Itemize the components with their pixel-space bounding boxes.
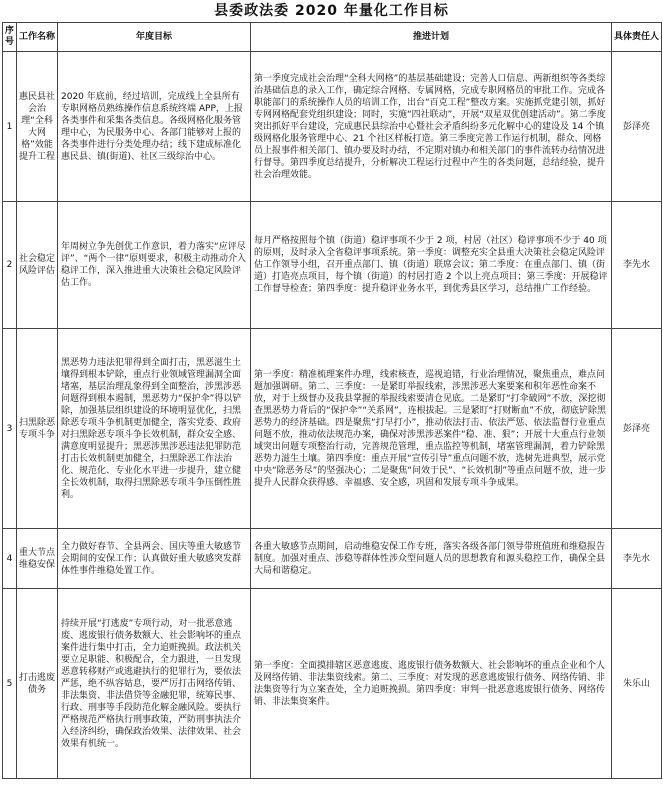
cell-no: 2 — [3, 202, 17, 329]
cell-person: 李先水 — [612, 529, 662, 589]
header-name: 工作名称 — [17, 23, 58, 52]
cell-name: 扫黑除恶专项斗争 — [17, 329, 58, 529]
header-plan: 推进计划 — [251, 23, 612, 52]
cell-name: 打击逃废债务 — [17, 589, 58, 779]
cell-name: 重大节点维稳安保 — [17, 529, 58, 589]
cell-name: 社会稳定风险评估 — [17, 202, 58, 329]
goals-table — [2, 22, 662, 779]
table-header-row — [3, 23, 662, 52]
cell-person: 彭泽亮 — [612, 329, 662, 529]
cell-no: 5 — [3, 589, 17, 779]
cell-plan: 第一季度：精准梳理案件办理，线索核查，巡视追错，行业治理情况，聚焦重点，难点问题加强调研。第二、三季度：一是紧盯举报线索，涉黑涉恶大案要案和积年恶性命案不放，对于上级督办及我县掌握的举报线索要清仓见底。二是紧盯“打伞破网”不放，深挖彻查黑恶势力背后的“保护伞”“关系网”，连根拔起。三是紧盯“打财断血”不放，彻底铲除黑恶势力的经济基础。四是聚焦“打早打小”，推动依法打击、依法严惩、依法监督行业重点问题不放，推动依法规范办案，确保对涉黑涉恶案件“稳、准、狠”；开展十大重点行业领域突出问题专项整治行动，完善规范管理，重点监控等机制，堵塞管理漏洞，着力铲除黑恶势力滋生土壤。第四季度：重点开展“宣传引导”重点问题不放，选树先进典型，展示党中央“除恶务尽”的坚强决心；二是聚焦“问效于民”、“长效机制”等重点问题不放，进一步提升人民群众获得感、幸福感、安全感，巩固和发展专项斗争成果。 — [251, 329, 612, 529]
cell-plan: 第一季度完成社会治理“全科大网格”的基层基础建设；完善人口信息、两新组织等各类综治基础信息的录入工作，确定综合网格、专属网格，完成专职网格员的审批工作。完成各职能部门的系统操作人员的培训工作，出台“百克工程”整改方案。实施抓党建引领，抓好专网网格配套党组织建设；同时，实施“四社联动”，开展“双星双优创建活动”。第二季度突出抓好平台建设，完成惠民县综治中心暨社会矛盾纠纷多元化解中心的建设及 14 个镇级网格化服务管理中心、21 个社区样板打造。第三季度完善工作运行机制，群众、网格员上报事件相关部门、镇办要及时办结，不定期对镇办和相关部门的事件流转办结情况进行督导。第四季度总结提升，分析解决工程运行过程中产生的各类问题，总结经验，提升社会治理效能。 — [251, 52, 612, 202]
cell-goal: 黑恶势力违法犯罪得到全面打击，黑恶滋生土壤得到根本铲除，重点行业领域管理漏洞全面堵塞，基层治理乱象得到全面整治，涉黑涉恶问题得到根本遏制，黑恶势力“保护伞”得以铲除，加强基层组织建设的环境明显优化，扫黑除恶专项斗争机制更加健全，落实党委、政府对扫黑除恶专项斗争长效机制，群众安全感、满意度明显提升；黑恶涉黑涉恶违法犯罪防范打击长效机制更加健全，扫黑除恶工作法治化、规范化、专业化水平进一步提升，建立健全长效机制，取得扫黑除恶专项斗争压倒性胜利。 — [58, 329, 251, 529]
cell-person: 彭泽亮 — [612, 52, 662, 202]
cell-goal: 全力做好春节、全县两会、国庆等重大敏感节会期间的安保工作；认真做好重大敏感突发群体性事件维稳处置工作。 — [58, 529, 251, 589]
cell-goal: 持续开展“打逃废”专项行动，对一批恶意逃废、逃废银行债务数额大、社会影响坏的重点案件进行集中打击，全力追赃挽损。政法机关要立足职能、积极配合，全力跟进，一旦发现恶意转移财产或逃避执行的犯罪行为，要依法严惩，绝不纵容姑息，要严厉打击网络传销、非法集资、非法借贷等金融犯罪，统筹民事、行政、刑事等手段防范化解金融风险。要执行严格规范严格执行刑事政策，严防刑事执法介入经济纠纷，确保政治效果、法律效果、社会效果有机统一。 — [58, 589, 251, 779]
cell-no: 1 — [3, 52, 17, 202]
header-goal: 年度目标 — [58, 23, 251, 52]
cell-no: 4 — [3, 529, 17, 589]
cell-goal: 2020 年底前，经过培训，完成线上全县所有专职网格员熟练操作信息系统终端 APP，上报各类事件和采集各类信息。各级网格化服务管理中心，为民服务中心、各部门能够对上报的各类事件进行分类处理办结；线下建成标准化惠民县、镇(街道)、社区三级综治中心。 — [58, 52, 251, 202]
table-row — [3, 202, 662, 329]
cell-goal: 年周树立争先创优工作意识，着力落实“应评尽评”、“两个一律”原则要求，积极主动推动介入稳评工作，深入推进重大决策社会稳定风险评估工作。 — [58, 202, 251, 329]
table-row — [3, 329, 662, 529]
table-row — [3, 529, 662, 589]
cell-person: 李先水 — [612, 202, 662, 329]
cell-name: 惠民县社会治理“全科大网格”效能提升工程 — [17, 52, 58, 202]
cell-person: 朱乐山 — [612, 589, 662, 779]
cell-plan: 第一季度：全面摸排辖区恶意逃废、逃废银行债务数额大、社会影响坏的重点企业和个人及网络传销、非法集资线索。第二、三季度：对发现的恶意逃废银行债务、网络传销、非法集资等行为立案查处，全力追赃挽损。第四季度：审判一批恶意逃废银行债务、网络传销、非法集资案件。 — [251, 589, 612, 779]
table-row — [3, 589, 662, 779]
cell-no: 3 — [3, 329, 17, 529]
page-title: 县委政法委 2020 年量化工作目标 — [214, 3, 449, 19]
cell-plan: 每月严格按照每个镇（街道）稳评事项不少于 2 项，村居（社区）稳评事项不少于 40 项的原则，及时录入全省稳评事项系统。第一季度：调整充实全县重大决策社会稳定风险评估工作领导小组，召开重点部门、镇（街道）联席会议；第二季度：在重点部门、镇（街道）打造亮点项目，每个镇（街道）的村居打造 2 个以上亮点项目；第三季度：开展稳评工作督导检查；第四季度：提升稳评业务水平，到优秀县区学习，总结推广工作经验。 — [251, 202, 612, 329]
header-no: 序号 — [3, 23, 17, 52]
table-row — [3, 52, 662, 202]
cell-plan: 各重大敏感节点期间，启动维稳安保工作专班，落实各级各部门领导带班值班和维稳报告制度。加强对重点、涉稳等群体性涉众型问题人员的思想教育和源头稳控工作，确保全县大局和谐稳定。 — [251, 529, 612, 589]
header-person: 具体责任人 — [612, 23, 662, 52]
